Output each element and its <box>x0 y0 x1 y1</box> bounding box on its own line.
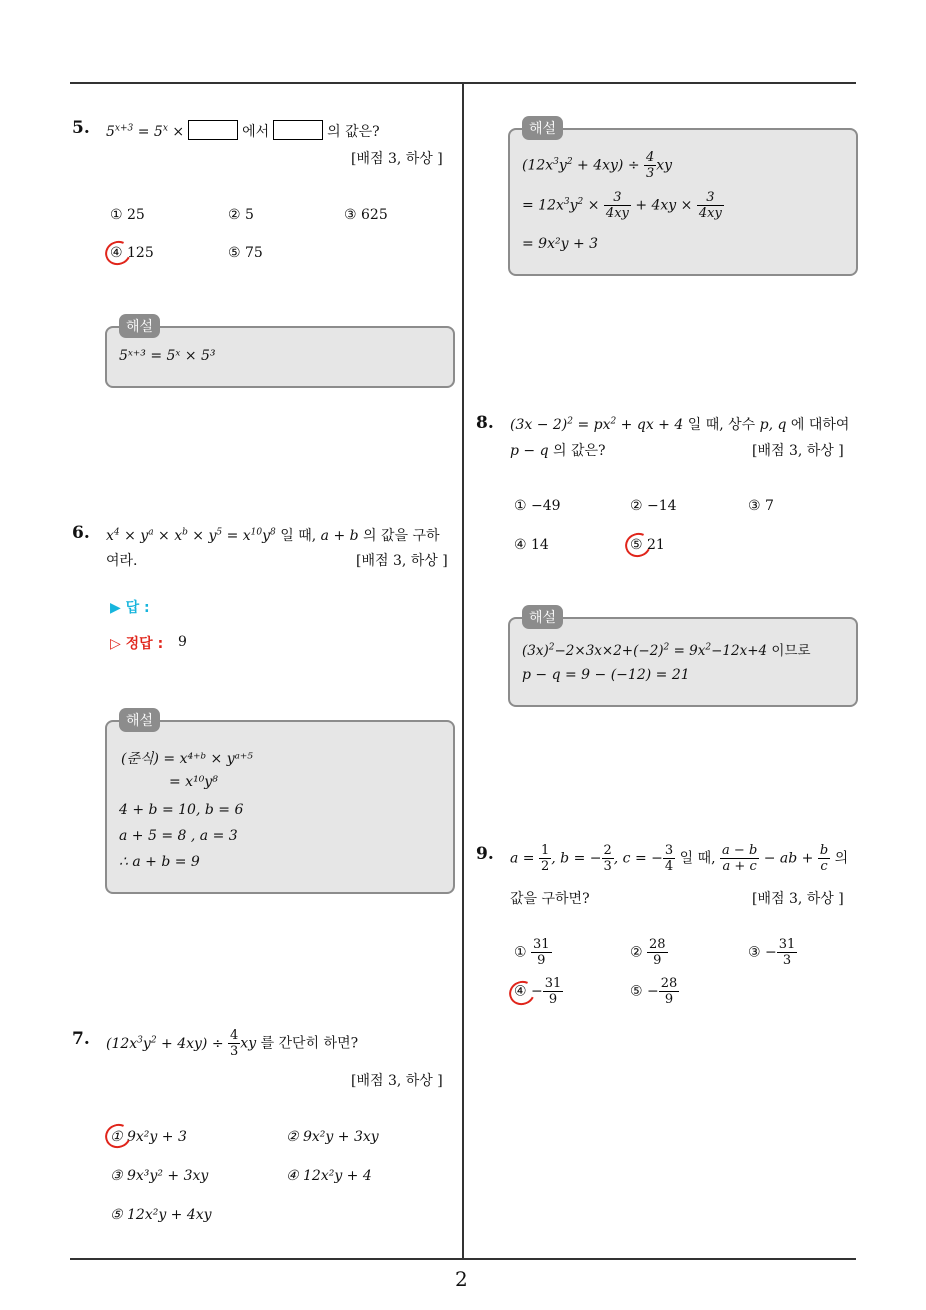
page-number: 2 <box>455 1267 468 1291</box>
q7-explanation-box <box>508 121 858 276</box>
q8-explanation-tag: 해설 <box>522 605 563 629</box>
q7-explanation-tag: 해설 <box>522 116 563 140</box>
q7-stem: $(12x^3y^2 + 4xy)$ ÷ $\frac{4}{3}$ xy 를 간단히 하면? <box>106 1028 359 1059</box>
q9-option-1[interactable]: ① $\frac{31}{9}$ <box>514 937 550 968</box>
column-divider <box>462 83 464 1258</box>
q8-expl-line-1: $(3x)^2-2\times 3x\times 2+(-2)^2 = 9x^2-12x+4$ 이므로 <box>522 642 811 659</box>
q6-stem-line2: 여라. <box>106 553 138 569</box>
q6-explanation-box <box>105 713 455 894</box>
q6-expl-line-2: = x¹⁰y⁸ <box>169 774 218 790</box>
q9-option-2[interactable]: ② $\frac{28}{9}$ <box>630 937 666 968</box>
q8-stem-line2: p − q 의 값은? <box>510 443 606 459</box>
q6-expl-line-1: (준식) = x⁴⁺ᵇ × yᵃ⁺⁵ <box>121 751 253 767</box>
q9-score: [배점 3, 하상 ] <box>752 891 844 907</box>
q5-stem: $5^{x+3} = 5^x$ × 에서 의 값은? <box>106 120 380 141</box>
q7-option-4[interactable]: ④ 12x²y + 4 <box>286 1168 372 1184</box>
q7-option-1[interactable]: ① 9x²y + 3 <box>110 1129 187 1145</box>
q6-explanation-tag: 해설 <box>119 708 160 732</box>
q9-option-3[interactable]: ③ − $\frac{31}{3}$ <box>748 937 796 968</box>
q6-expl-line-3: 4 + b = 10, b = 6 <box>119 802 244 818</box>
q6-stem-line1: $x^4 \times y^a \times x^b \times y^5 = x^{10}y^8$ 일 때, a + b 의 값을 구하 <box>106 527 440 544</box>
q8-option-5[interactable]: ⑤ 21 <box>630 537 665 553</box>
q5-option-4[interactable]: ④ 125 <box>110 245 154 261</box>
q5-explanation-tag: 해설 <box>119 314 160 338</box>
q9-stem-line2: 값을 구하면? <box>510 891 590 907</box>
q8-number: 8. <box>476 413 494 433</box>
q5-blank-1 <box>188 120 238 140</box>
q5-score: [배점 3, 하상 ] <box>351 151 443 167</box>
q7-option-5[interactable]: ⑤ 12x²y + 4xy <box>110 1207 212 1223</box>
q5-option-2[interactable]: ② 5 <box>228 207 254 223</box>
q5-explanation-box <box>105 319 455 388</box>
q8-option-4[interactable]: ④ 14 <box>514 537 549 553</box>
q6-correct-value: 9 <box>178 634 187 650</box>
q8-stem-line1: $(3x - 2)^2 = px^2$ + qx + 4 일 때, 상수 p, q 에 대하여 <box>510 416 850 433</box>
q6-score: [배점 3, 하상 ] <box>356 553 448 569</box>
q8-option-3[interactable]: ③ 7 <box>748 498 774 514</box>
q9-number: 9. <box>476 844 494 864</box>
q8-answer-mark <box>622 529 655 560</box>
q5-option-1[interactable]: ① 25 <box>110 207 145 223</box>
q8-option-2[interactable]: ② −14 <box>630 498 677 514</box>
q8-score: [배점 3, 하상 ] <box>752 443 844 459</box>
q7-expl-line-3: = 9x²y + 3 <box>522 236 599 252</box>
q5-option-5[interactable]: ⑤ 75 <box>228 245 263 261</box>
q6-correct-label: ▷ 정답 : <box>110 636 164 652</box>
q7-expl-line-2: = $12x^3y^2$ × $\frac{3}{4xy}$ + 4xy × $\frac{3}{4xy}$ <box>522 190 722 221</box>
q5-blank-2 <box>273 120 323 140</box>
q5-option-3[interactable]: ③ 625 <box>344 207 388 223</box>
q8-explanation-box <box>508 610 858 707</box>
q7-score: [배점 3, 하상 ] <box>351 1073 443 1089</box>
bottom-rule <box>70 1258 856 1260</box>
q7-option-2[interactable]: ② 9x²y + 3xy <box>286 1129 379 1145</box>
q9-option-4[interactable]: ④ − $\frac{31}{9}$ <box>514 976 562 1007</box>
q9-option-5[interactable]: ⑤ − $\frac{28}{9}$ <box>630 976 678 1007</box>
q8-expl-line-2: p − q = 9 − (−12) = 21 <box>522 667 690 683</box>
q5-number: 5. <box>72 118 90 138</box>
q6-expl-line-5: ∴ a + b = 9 <box>119 854 200 870</box>
q6-expl-line-4: a + 5 = 8 , a = 3 <box>119 828 238 844</box>
q7-option-3[interactable]: ③ 9x³y² + 3xy <box>110 1168 209 1184</box>
q7-expl-line-1: $(12x^3y^2 + 4xy)$ ÷ $\frac{4}{3}$ xy <box>522 150 673 181</box>
q7-answer-mark <box>102 1120 135 1151</box>
q7-number: 7. <box>72 1029 90 1049</box>
q9-stem-line1: a = $\frac{1}{2}$ , b = − $\frac{2}{3}$ , c = − $\frac{3}{4}$ 일 때, $\frac{a - b}{a + c}$ − ab + $\frac{b}{c}$ 의 <box>510 843 849 874</box>
q6-answer-label[interactable]: ▶ 답 : <box>110 600 150 616</box>
q6-number: 6. <box>72 523 90 543</box>
q5-answer-mark <box>102 237 135 268</box>
q8-option-1[interactable]: ① −49 <box>514 498 561 514</box>
q5-explanation-line: 5ˣ⁺³ = 5ˣ × 5³ <box>119 348 216 364</box>
